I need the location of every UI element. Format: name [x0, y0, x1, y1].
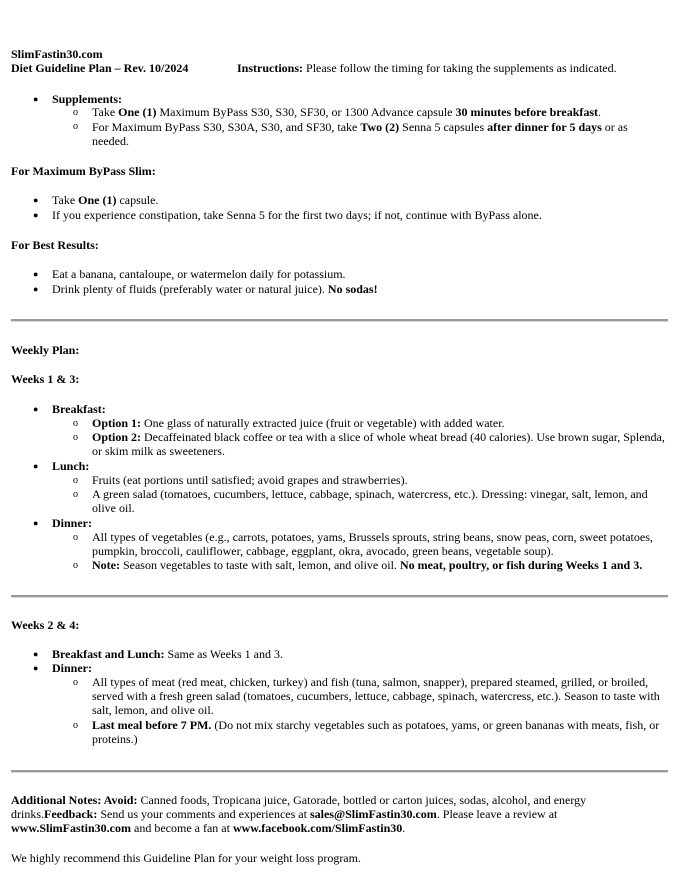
supplement-item: Take One (1) Maximum ByPass S30, S30, SF30, or 1300 Advance capsule 30 minutes before breakfast. — [92, 105, 602, 119]
best-results-list — [0, 267, 679, 297]
dinner-label: Dinner: — [52, 661, 92, 675]
bullet-icon: ● — [33, 663, 39, 673]
bullet-icon: ● — [33, 404, 39, 414]
contact-email[interactable]: sales@SlimFastin30.com — [309, 807, 437, 821]
sub-bullet-icon: o — [73, 107, 78, 118]
lunch-label: Lunch: — [52, 459, 90, 473]
weekly-plan-heading: Weekly Plan: — [11, 343, 80, 357]
bypass-item: If you experience constipation, take Senna 5 for the first two days; if not, continue with ByPass alone. — [52, 208, 542, 222]
weeks-1-3-list — [0, 402, 679, 572]
bullet-icon: ● — [33, 269, 39, 279]
weeks-1-3-heading: Weeks 1 & 3: — [11, 372, 80, 386]
sub-bullet-icon: o — [73, 489, 78, 500]
dinner-note: Note: Season vegetables to taste with salt, lemon, and olive oil. No meat, poultry, or fish during Weeks 1 and 3. — [92, 558, 643, 572]
weeks-2-4-list — [0, 647, 679, 747]
supplement-item: For Maximum ByPass S30, S30A, S30, and SF30, take Two (2) Senna 5 capsules after dinner for 5 days or as needed. — [92, 120, 628, 148]
best-item: Eat a banana, cantaloupe, or watermelon daily for potassium. — [52, 267, 346, 281]
sub-bullet-icon: o — [73, 560, 78, 571]
breakfast-option: Option 2: Decaffeinated black coffee or tea with a slice of whole wheat bread (40 calories). Use brown sugar, Splenda, or skim milk as sweeteners. — [92, 430, 665, 458]
bullet-icon: ● — [33, 94, 39, 104]
site-name: SlimFastin30.com — [11, 47, 103, 61]
weeks-2-4-heading: Weeks 2 & 4: — [11, 618, 80, 632]
instructions: Instructions: Please follow the timing for taking the supplements as indicated. — [237, 61, 617, 75]
sub-bullet-icon: o — [73, 418, 78, 429]
dinner-label: Dinner: — [52, 516, 92, 530]
sub-bullet-icon: o — [73, 475, 78, 486]
website-link[interactable]: www.SlimFastin30.com — [11, 821, 131, 835]
supplements-label: Supplements: — [52, 92, 123, 106]
breakfast-label: Breakfast: — [52, 402, 106, 416]
bypass-heading: For Maximum ByPass Slim: — [11, 164, 156, 178]
bullet-icon: ● — [33, 461, 39, 471]
best-results-heading: For Best Results: — [11, 238, 99, 252]
sub-bullet-icon: o — [73, 677, 78, 688]
additional-notes: Additional Notes: Avoid: Canned foods, Tropicana juice, Gatorade, bottled or carton juices, sodas, alcohol, and energy drinks.Feedback: Send us your comments and experiences at sales@SlimFastin30.com. Please leave a review at www.SlimFastin30.com and become a fan at www.facebook.com/SlimFastin30. — [11, 793, 587, 835]
sub-bullet-icon: o — [73, 532, 78, 543]
sub-bullet-icon: o — [73, 720, 78, 731]
bullet-icon: ● — [33, 284, 39, 294]
divider — [11, 770, 668, 773]
divider — [11, 319, 668, 322]
closing-statement: We highly recommend this Guideline Plan for your weight loss program. — [11, 851, 361, 865]
bullet-icon: ● — [33, 210, 39, 220]
sub-bullet-icon: o — [73, 121, 78, 132]
lunch-item: Fruits (eat portions until satisfied; avoid grapes and strawberries). — [92, 473, 408, 487]
bullet-icon: ● — [33, 518, 39, 528]
supplements-section — [0, 92, 679, 152]
divider — [11, 595, 668, 598]
plan-title: Diet Guideline Plan – Rev. 10/2024 — [11, 61, 189, 75]
best-item: Drink plenty of fluids (preferably water or natural juice). No sodas! — [52, 282, 378, 296]
dinner-item: All types of vegetables (e.g., carrots, potatoes, yams, Brussels sprouts, string beans, snow peas, corn, sweet potatoes, pumpkin, broccoli, cauliflower, cabbage, eggplant, okra, avocado, green beans, vegetable soup). — [92, 530, 653, 558]
breakfast-lunch-item: Breakfast and Lunch: Same as Weeks 1 and 3. — [52, 647, 283, 661]
facebook-link[interactable]: www.facebook.com/SlimFastin30 — [232, 821, 403, 835]
bypass-item: Take One (1) capsule. — [52, 193, 159, 207]
bullet-icon: ● — [33, 195, 39, 205]
breakfast-option: Option 1: One glass of naturally extracted juice (fruit or vegetable) with added water. — [92, 416, 505, 430]
bullet-icon: ● — [33, 649, 39, 659]
lunch-item: A green salad (tomatoes, cucumbers, lettuce, cabbage, spinach, watercress, etc.). Dressing: vinegar, salt, lemon, and olive oil. — [92, 487, 648, 515]
dinner-item: All types of meat (red meat, chicken, turkey) and fish (tuna, salmon, snapper), prepared steamed, grilled, or broiled, served with a fresh green salad (tomatoes, cucumbers, lettuce, cabbage, spinach, watercress, etc.). Season to taste with salt, lemon, and olive oil. — [92, 675, 660, 717]
last-meal-item: Last meal before 7 PM. (Do not mix starchy vegetables such as potatoes, yams, or green bananas with meats, fish, or proteins.) — [92, 718, 660, 746]
bypass-list — [0, 193, 679, 223]
sub-bullet-icon: o — [73, 432, 78, 443]
